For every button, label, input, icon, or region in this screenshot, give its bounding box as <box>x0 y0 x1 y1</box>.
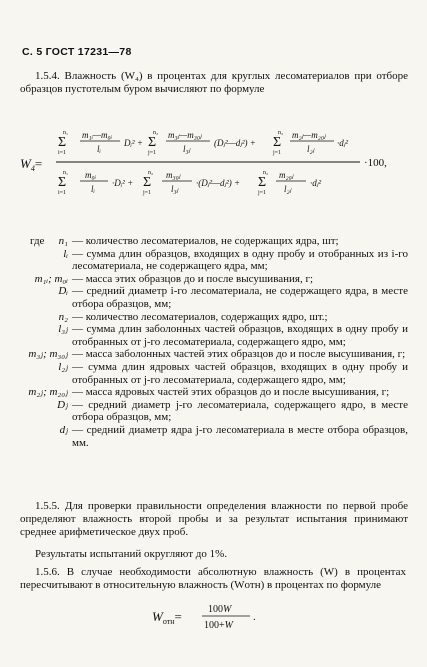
svg-text:i=1: i=1 <box>58 190 67 196</box>
svg-text:·100,: ·100, <box>364 157 387 169</box>
svg-text:n₁: n₁ <box>63 170 69 176</box>
svg-text:Σ: Σ <box>58 135 67 150</box>
definition-symbol: n₁ <box>58 235 68 247</box>
formula-lhs: $W_4=$ <box>20 156 43 173</box>
svg-text:n₂: n₂ <box>148 170 154 176</box>
definition-row <box>20 323 408 348</box>
svg-text:n₂: n₂ <box>153 130 159 136</box>
paragraph-1-5-4: 1.5.4. Влажность (W₄) в процентах для круглых лесоматериалов при отборе образцов пустотелым буром вычисляют по формуле <box>20 70 408 95</box>
formula-wotn <box>150 600 290 634</box>
svg-text:n₂: n₂ <box>263 170 269 176</box>
svg-text:·dⱼ²: ·dⱼ² <box>337 138 349 148</box>
definition-symbol: Dᵢ <box>58 285 68 298</box>
definition-row <box>20 235 408 248</box>
page-header: С. 5 ГОСТ 17231—78 <box>22 46 132 58</box>
definition-row <box>20 311 408 324</box>
svg-text:l₃ⱼ: l₃ⱼ <box>171 184 179 194</box>
definition-text: — средний диаметр j-го лесоматериала, содержащего ядро, в месте отбора образцов, мм; <box>72 398 408 424</box>
definition-row <box>20 285 408 310</box>
svg-text:m₃ⱼ—m₃₀ⱼ: m₃ⱼ—m₃₀ⱼ <box>168 130 202 140</box>
svg-text:j=1: j=1 <box>143 190 152 196</box>
paragraph-1-5-5: 1.5.5. Для проверки правильности определения влажности по первой пробе определяют влажность второй пробы и за результат испытания принимают среднее арифметическое двух проб. <box>20 500 408 538</box>
svg-text:Wотн=: $W_{отн}=$ <box>152 609 182 626</box>
svg-text:Σ: Σ <box>258 175 267 190</box>
definition-symbol: m₃ⱼ; m₃₀ⱼ <box>28 348 68 361</box>
svg-text:100+W: 100+W <box>204 620 233 631</box>
svg-text:Σ: Σ <box>148 135 157 150</box>
svg-text:Σ: Σ <box>273 135 282 150</box>
svg-text:Σ: Σ <box>58 175 67 190</box>
svg-text:j=1: j=1 <box>148 150 157 156</box>
svg-text:m₃₀ⱼ: m₃₀ⱼ <box>166 170 181 180</box>
definition-row <box>20 424 408 449</box>
paragraph-1-5-6: 1.5.6. В случае необходимости абсолютную влажность (W) в процентах пересчитывают в относительную влажность (Wотн) в процентах по формуле <box>20 566 406 591</box>
svg-text:m₂₀ⱼ: m₂₀ⱼ <box>279 170 294 180</box>
svg-text:m₂ⱼ—m₂₀ⱼ: m₂ⱼ—m₂₀ⱼ <box>292 130 326 140</box>
definitions-list <box>20 235 408 449</box>
svg-text:j=1: j=1 <box>258 190 267 196</box>
definition-text: — средний диаметр ядра j-го лесоматериала в месте отбора образцов, мм. <box>72 423 408 449</box>
svg-text:Σ: Σ <box>143 175 152 190</box>
svg-text:m₁ᵢ—m₀ᵢ: m₁ᵢ—m₀ᵢ <box>82 130 113 140</box>
svg-text:lᵢ: lᵢ <box>91 184 95 194</box>
svg-text:i=1: i=1 <box>58 150 67 156</box>
definition-text: — масса этих образцов до и после высушивания, г; <box>72 272 314 285</box>
svg-text:l₂ⱼ: l₂ⱼ <box>284 184 292 194</box>
svg-text:(Dⱼ²—dⱼ²) +: (Dⱼ²—dⱼ²) + <box>214 138 256 148</box>
definition-text: — сумма длин заболонных частей образцов, входящих в одну пробу и отобранных от j-го лесоматериала, содержащего ядро, мм; <box>72 323 408 348</box>
definition-symbol: lᵢ <box>63 247 68 260</box>
svg-text:·dⱼ²: ·dⱼ² <box>310 178 322 188</box>
definition-row <box>20 399 408 424</box>
definition-text: — масса заболонных частей этих образцов до и после высушивания, г; <box>72 348 406 361</box>
definition-text: — количество лесоматериалов, содержащих ядро, шт.; <box>72 310 328 323</box>
svg-text:lᵢ: lᵢ <box>97 144 101 154</box>
definition-symbol: l₃ⱼ <box>58 323 68 336</box>
svg-text:j=1: j=1 <box>273 150 282 156</box>
definition-text: — сумма длин ядровых частей образцов, входящих в одну пробу и отобранных от j-го лесоматериала, содержащего ядро, мм; <box>72 360 408 386</box>
formula-w4 <box>20 124 408 200</box>
definition-text: — средний диаметр i-го лесоматериала, не содержащего ядра, в месте отбора образцов, мм; <box>72 285 408 310</box>
svg-text:·(Dⱼ²—dⱼ²) +: ·(Dⱼ²—dⱼ²) + <box>196 178 241 188</box>
svg-text:·Dᵢ² +: ·Dᵢ² + <box>112 178 134 188</box>
definition-symbol: m₂ⱼ; m₂₀ⱼ <box>28 386 68 399</box>
definition-symbol: n₂ <box>58 310 68 323</box>
definition-row <box>20 273 408 286</box>
definition-row <box>20 386 408 399</box>
svg-text:l₂ⱼ: l₂ⱼ <box>307 144 315 154</box>
svg-text:Dᵢ² +: Dᵢ² + <box>124 138 143 148</box>
definition-symbol: l₂ⱼ <box>58 360 68 373</box>
svg-text:m₀ᵢ: m₀ᵢ <box>85 170 97 180</box>
definition-text: — количество лесоматериалов, не содержащих ядра, шт; <box>72 235 339 247</box>
definition-where: где <box>30 235 45 247</box>
definition-symbol: dⱼ <box>59 423 68 436</box>
svg-text:l₃ⱼ: l₃ⱼ <box>183 144 191 154</box>
definition-row <box>20 248 408 273</box>
svg-text:n₂: n₂ <box>278 130 284 136</box>
definition-row <box>20 348 408 361</box>
svg-text:n₁: n₁ <box>63 130 69 136</box>
definition-text: — сумма длин образцов, входящих в одну пробу и отобранных из i-го лесоматериала, не содержащего ядра, мм; <box>72 247 408 273</box>
definition-text: — масса ядровых частей этих образцов до и после высушивания, г; <box>72 386 390 399</box>
definition-symbol: m₁ᵢ; m₀ᵢ <box>34 272 68 285</box>
svg-text:100W: 100W <box>208 604 232 615</box>
paragraph-results: Результаты испытаний округляют до 1%. <box>35 548 228 560</box>
definition-symbol: Dⱼ <box>57 398 68 411</box>
svg-text:.: . <box>253 611 256 623</box>
definition-row <box>20 361 408 386</box>
